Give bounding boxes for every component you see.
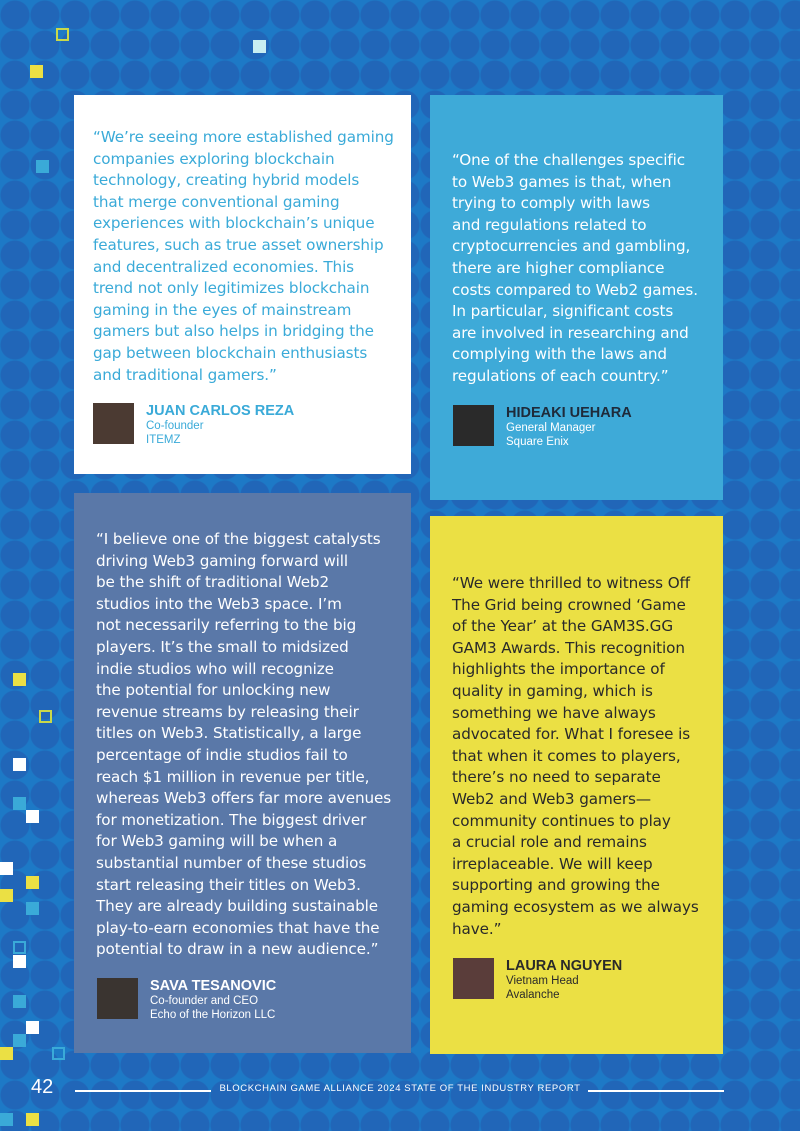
deco-square xyxy=(26,1113,39,1126)
deco-square xyxy=(26,1021,39,1034)
quote-line: studios into the Web3 space. I’m xyxy=(96,594,342,613)
quote-line: and traditional gamers.” xyxy=(93,365,277,384)
quote-line: irreplaceable. We will keep xyxy=(452,854,653,873)
quote-line: “We were thrilled to witness Off xyxy=(452,574,691,592)
avatar xyxy=(453,405,494,446)
quote-text xyxy=(93,127,394,386)
quote-line: for monetization. The biggest driver xyxy=(96,810,367,829)
quote-line: Web2 and Web3 gamers— xyxy=(452,789,651,808)
quote-line: “One of the challenges specific xyxy=(452,151,685,169)
quote-line: cryptocurrencies and gambling, xyxy=(452,237,691,256)
quote-text xyxy=(96,529,392,961)
deco-square xyxy=(26,876,39,889)
quote-card-laura-nguyen xyxy=(430,516,723,1054)
quote-line: there are higher compliance xyxy=(452,258,665,277)
quote-line: “I believe one of the biggest catalysts xyxy=(96,530,381,548)
quote-line: have.” xyxy=(452,919,502,938)
quote-line: experiences with blockchain’s unique xyxy=(93,214,375,233)
quote-line: gaming ecosystem as we always xyxy=(452,897,699,916)
author-name: JUAN CARLOS REZA xyxy=(146,403,295,419)
quote-line: “We’re seeing more established gaming xyxy=(93,128,394,146)
quote-line: that merge conventional gaming xyxy=(93,192,340,211)
author-title: Co-founder and CEO xyxy=(150,995,259,1007)
page-footer xyxy=(0,1076,800,1106)
quote-line: the potential for unlocking new xyxy=(96,681,331,700)
quote-line: companies exploring blockchain xyxy=(93,149,335,168)
deco-square xyxy=(13,673,26,686)
deco-square xyxy=(30,65,43,78)
quote-line: are involved in researching and xyxy=(452,323,689,342)
avatar xyxy=(453,958,494,999)
quote-line: and decentralized economies. This xyxy=(93,257,354,276)
quote-line: technology, creating hybrid models xyxy=(93,171,360,190)
quote-line: community continues to play xyxy=(452,811,671,830)
quote-line: to Web3 games is that, when xyxy=(452,172,672,191)
avatar xyxy=(93,403,134,444)
author-block xyxy=(453,958,622,1002)
deco-square xyxy=(52,1047,65,1060)
quote-line: be the shift of traditional Web2 xyxy=(96,573,330,592)
author-block xyxy=(93,403,294,447)
deco-square xyxy=(13,941,26,954)
deco-square xyxy=(13,995,26,1008)
deco-square xyxy=(0,1047,13,1060)
quote-text xyxy=(452,573,701,940)
divider xyxy=(588,1090,724,1092)
quote-line: costs compared to Web2 games. xyxy=(452,280,698,299)
author-title: Co-founder xyxy=(146,420,204,432)
deco-square xyxy=(13,955,26,968)
author-block xyxy=(453,405,632,449)
quote-line: complying with the laws and xyxy=(452,345,667,364)
deco-square xyxy=(56,28,69,41)
quote-line: substantial number of these studios xyxy=(96,853,367,872)
quote-line: features, such as true asset ownership xyxy=(93,235,384,254)
quote-card-hideaki-uehara xyxy=(430,95,723,500)
quote-line: not necessarily referring to the big xyxy=(96,616,357,635)
deco-square xyxy=(36,160,49,173)
quote-line: highlights the importance of xyxy=(452,660,665,679)
deco-square xyxy=(0,889,13,902)
deco-square xyxy=(13,1034,26,1047)
quote-line: quality in gaming, which is xyxy=(452,681,653,700)
deco-square xyxy=(13,758,26,771)
quote-line: advocated for. What I foresee is xyxy=(452,725,691,744)
quote-line: gaming in the eyes of mainstream xyxy=(93,300,352,319)
quote-text xyxy=(452,150,701,388)
quote-line: there’s no need to separate xyxy=(452,768,661,787)
author-name: LAURA NGUYEN xyxy=(506,958,623,974)
author-company: ITEMZ xyxy=(146,434,181,446)
quote-line: of the Year’ at the GAM3S.GG xyxy=(452,617,673,636)
quote-line: start releasing their titles on Web3. xyxy=(96,875,361,894)
quote-line: indie studios who will recognize xyxy=(96,659,334,678)
author-title: General Manager xyxy=(506,422,596,434)
quote-line: that when it comes to players, xyxy=(452,746,681,765)
quote-line: trend not only legitimizes blockchain xyxy=(93,279,370,298)
quote-line: GAM3 Awards. This recognition xyxy=(452,638,685,657)
author-name: SAVA TESANOVIC xyxy=(150,978,277,994)
avatar xyxy=(97,978,138,1019)
page-number: 42 xyxy=(31,1076,54,1098)
quote-line: They are already building sustainable xyxy=(96,897,379,916)
quote-line: trying to comply with laws xyxy=(452,194,650,213)
author-title: Vietnam Head xyxy=(506,975,579,987)
deco-square xyxy=(0,862,13,875)
quote-line: gap between blockchain enthusiasts xyxy=(93,343,368,362)
deco-square xyxy=(253,40,266,53)
quote-line: players. It’s the small to midsized xyxy=(96,637,349,656)
quote-card-juan-carlos-reza xyxy=(74,95,411,474)
quote-line: gamers but also helps in bridging the xyxy=(93,322,374,341)
author-name: HIDEAKI UEHARA xyxy=(506,405,632,421)
quote-line: something we have always xyxy=(452,703,656,722)
quote-line: whereas Web3 offers far more avenues xyxy=(96,789,392,808)
deco-square xyxy=(39,710,52,723)
quote-line: revenue streams by releasing their xyxy=(96,702,359,721)
quote-line: potential to draw in a new audience.” xyxy=(96,940,379,959)
author-company: Echo of the Horizon LLC xyxy=(150,1009,276,1021)
deco-square xyxy=(26,902,39,915)
quote-line: a crucial role and remains xyxy=(452,833,647,852)
deco-square xyxy=(0,1113,13,1126)
author-company: Avalanche xyxy=(506,989,560,1001)
author-company: Square Enix xyxy=(506,436,569,448)
author-block xyxy=(97,978,276,1022)
quote-line: for Web3 gaming will be when a xyxy=(96,832,338,851)
quote-line: play-to-earn economies that have the xyxy=(96,918,380,937)
deco-square xyxy=(26,810,39,823)
quote-line: driving Web3 gaming forward will xyxy=(96,551,348,570)
quote-card-sava-tesanovic xyxy=(74,493,411,1053)
quote-line: supporting and growing the xyxy=(452,876,660,895)
quote-line: regulations of each country.” xyxy=(452,366,669,385)
quote-line: and regulations related to xyxy=(452,215,647,234)
report-title: BLOCKCHAIN GAME ALLIANCE 2024 STATE OF THE INDUSTRY REPORT xyxy=(219,1083,581,1094)
quote-line: The Grid being crowned ‘Game xyxy=(452,595,686,614)
deco-square xyxy=(13,797,26,810)
quote-line: percentage of indie studios fail to xyxy=(96,745,348,764)
quote-line: In particular, significant costs xyxy=(452,302,674,321)
quote-line: reach $1 million in revenue per title, xyxy=(96,767,370,786)
quote-line: titles on Web3. Statistically, a large xyxy=(96,724,362,743)
